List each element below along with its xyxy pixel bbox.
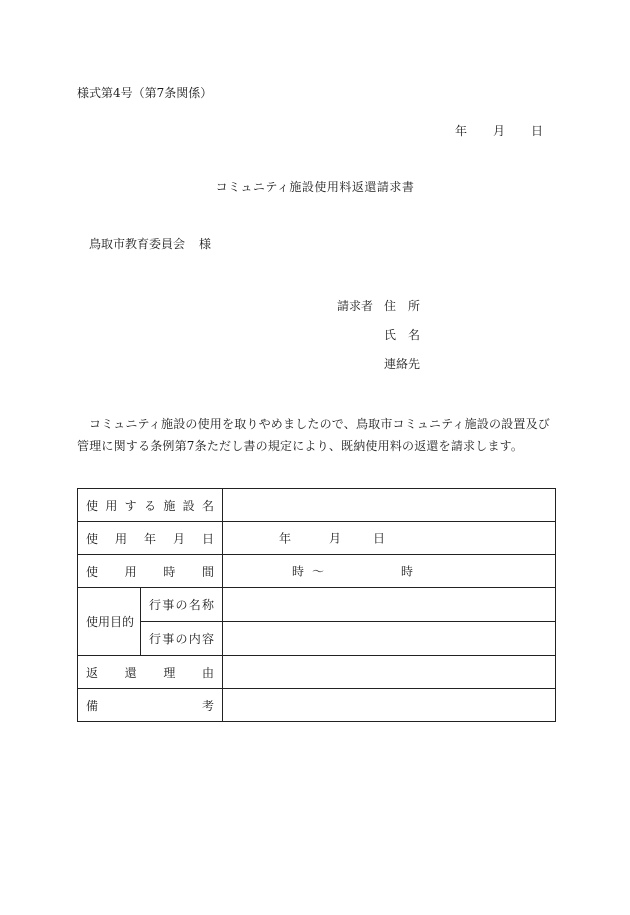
address-char: 住 (384, 299, 397, 313)
label-char: 名 (188, 598, 201, 612)
month-label: 月 (492, 124, 505, 138)
label-char: す (124, 498, 137, 513)
label-char: 用 (105, 498, 118, 513)
table-row (78, 489, 556, 522)
time-to-label: 時 (401, 564, 414, 579)
label-char: 用 (115, 531, 128, 546)
document-title: コミュニティ施設使用料返還請求書 (215, 180, 415, 194)
event-name-field[interactable] (223, 588, 556, 622)
refund-reason-field[interactable] (223, 656, 556, 689)
usage-day-label: 日 (373, 531, 386, 546)
label-char: 容 (202, 632, 215, 646)
label-char: 目 (110, 615, 123, 629)
usage-month-label: 月 (329, 531, 342, 546)
address-label (384, 297, 420, 314)
label-char: る (143, 498, 156, 513)
addressee (89, 235, 211, 252)
usage-time-field[interactable] (223, 555, 556, 588)
usage-date-label-cell (78, 522, 223, 555)
label-char: 使 (86, 615, 99, 629)
table-row (78, 555, 556, 588)
table-row (78, 622, 556, 656)
label-char: 返 (86, 665, 99, 680)
usage-date-field[interactable] (223, 522, 556, 555)
body-paragraph: コミュニティ施設の使用を取りやめましたので、鳥取市コミュニティ施設の設置及び管理に関する条例第7条ただし書の規定により、既納使用料の返還を請求します。 (77, 417, 550, 453)
label-char: 間 (201, 564, 214, 579)
label-char: 理 (163, 665, 176, 680)
claimant-label: 請求者 (337, 299, 374, 313)
purpose-label-cell (78, 588, 141, 656)
name-char: 氏 (384, 328, 397, 342)
label-char: 事 (162, 598, 175, 612)
label-char: 日 (202, 531, 215, 546)
event-content-label-cell (141, 622, 223, 656)
year-label: 年 (455, 124, 468, 138)
remarks-field[interactable] (223, 689, 556, 722)
purpose-label (86, 613, 135, 630)
label-char: 施 (163, 498, 176, 513)
remarks-label (86, 697, 214, 714)
label-char: 名 (201, 498, 214, 513)
refund-reason-label-cell (78, 656, 223, 689)
usage-time-label-cell (78, 555, 223, 588)
usage-date-label (86, 530, 214, 547)
table-row (78, 588, 556, 622)
name-label (384, 326, 420, 343)
label-char: 用 (98, 615, 111, 629)
addressee-honorific: 様 (199, 237, 212, 251)
event-content-label (149, 630, 214, 647)
label-char: 月 (173, 531, 186, 546)
facility-name-field[interactable] (223, 489, 556, 522)
label-char: 使 (86, 498, 99, 513)
label-char: 設 (182, 498, 195, 513)
event-name-label (149, 596, 214, 613)
label-char: 備 (86, 698, 99, 713)
label-char: 内 (188, 632, 201, 646)
name-char: 名 (407, 328, 420, 342)
table-row (78, 689, 556, 722)
event-content-field[interactable] (223, 622, 556, 656)
table-row (78, 522, 556, 555)
usage-time-label (86, 563, 214, 580)
usage-year-label: 年 (279, 531, 292, 546)
address-char: 所 (407, 299, 420, 313)
day-label: 日 (530, 124, 543, 138)
facility-name-label (86, 497, 214, 514)
label-char: 用 (124, 564, 137, 579)
facility-label-cell (78, 489, 223, 522)
addressee-name: 鳥取市教育委員会 (89, 237, 186, 251)
time-from-label: 時 (292, 564, 305, 579)
contact-label: 連絡先 (384, 357, 421, 371)
form-number: 様式第4号（第7条関係） (77, 86, 213, 100)
time-tilde: ～ (312, 564, 325, 579)
application-table (77, 488, 556, 722)
label-char: 行 (149, 632, 162, 646)
label-char: の (175, 598, 188, 612)
refund-reason-label (86, 664, 214, 681)
label-char: 使 (86, 564, 99, 579)
label-char: 考 (202, 698, 215, 713)
label-char: 的 (122, 615, 135, 629)
label-char: 使 (86, 531, 99, 546)
event-name-label-cell (141, 588, 223, 622)
label-char: 年 (144, 531, 157, 546)
label-char: 事 (162, 632, 175, 646)
remarks-label-cell (78, 689, 223, 722)
table-row (78, 656, 556, 689)
label-char: 時 (163, 564, 176, 579)
label-char: 還 (124, 665, 137, 680)
label-char: 由 (201, 665, 214, 680)
date-line (455, 122, 543, 139)
label-char: の (175, 632, 188, 646)
label-char: 称 (202, 598, 215, 612)
label-char: 行 (149, 598, 162, 612)
